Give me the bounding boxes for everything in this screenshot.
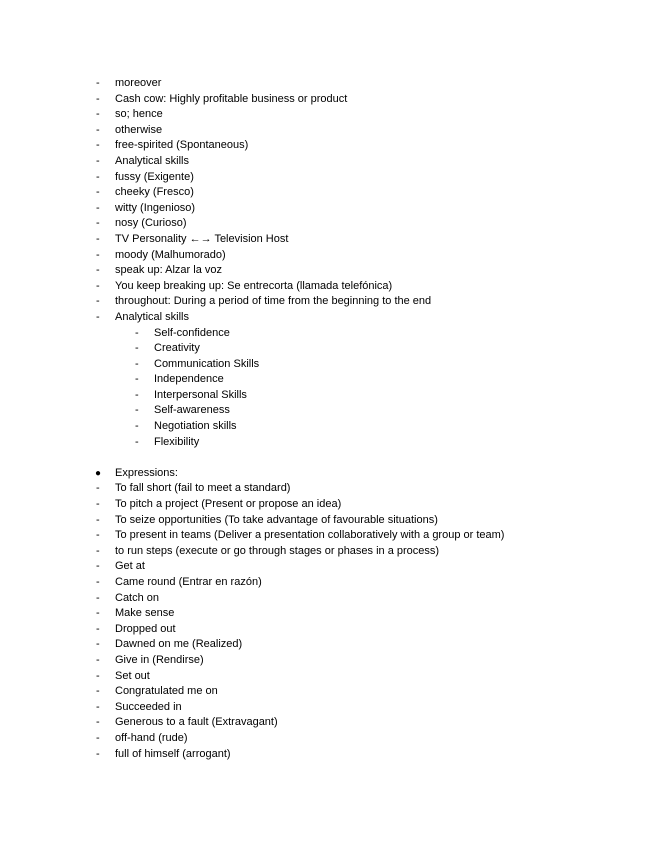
dash-marker: - bbox=[96, 576, 100, 588]
sub-list-item-text: Self-confidence bbox=[154, 326, 230, 339]
sub-list-item bbox=[94, 326, 614, 342]
dash-marker: - bbox=[96, 482, 100, 495]
list-item-text: To pitch a project (Present or propose an idea) bbox=[115, 498, 342, 511]
list-item-text: full of himself (arrogant) bbox=[115, 747, 231, 760]
sub-list-item-text: Independence bbox=[154, 373, 224, 386]
list-item bbox=[94, 216, 614, 232]
dash-marker: - bbox=[96, 310, 100, 323]
list-item bbox=[94, 528, 614, 544]
dash-marker: - bbox=[96, 653, 100, 666]
notes-list bbox=[94, 76, 614, 762]
list-item bbox=[94, 76, 614, 92]
list-item bbox=[94, 185, 614, 201]
list-item-text: TV Personality ←→ Television Host bbox=[115, 232, 289, 245]
list-item bbox=[94, 715, 614, 731]
list-item bbox=[94, 248, 614, 264]
list-item-text: You keep breaking up: Se entrecorta (llamada telefónica) bbox=[115, 279, 393, 292]
list-item bbox=[94, 591, 614, 607]
dash-marker: - bbox=[96, 217, 100, 230]
list-item bbox=[94, 544, 614, 560]
sub-list-item bbox=[94, 403, 614, 419]
list-item bbox=[94, 606, 614, 622]
list-item bbox=[94, 513, 614, 529]
list-item bbox=[94, 279, 614, 295]
list-item-text: Dropped out bbox=[115, 622, 176, 635]
list-item-text: To fall short (fail to meet a standard) bbox=[115, 482, 291, 495]
dash-marker: - bbox=[96, 139, 100, 152]
list-item-text: to run steps (execute or go through stages or phases in a process) bbox=[115, 544, 440, 557]
dash-marker: - bbox=[96, 513, 100, 526]
dash-marker: - bbox=[96, 607, 100, 620]
dash-marker: - bbox=[96, 108, 100, 121]
sub-list-item-text: Interpersonal Skills bbox=[154, 388, 247, 401]
list-item-text: Succeeded in bbox=[115, 700, 182, 713]
list-item-text: otherwise bbox=[115, 123, 163, 136]
list-item-text: moreover bbox=[115, 77, 162, 89]
sub-list-item bbox=[94, 435, 614, 451]
list-item bbox=[94, 669, 614, 685]
list-item bbox=[94, 622, 614, 638]
dash-marker: - bbox=[96, 77, 100, 89]
sub-list-item-text: Flexibility bbox=[154, 435, 200, 448]
dash-marker: - bbox=[96, 92, 100, 105]
list-item bbox=[94, 731, 614, 747]
list-item-text: Analytical skills bbox=[115, 154, 189, 167]
dash-marker: - bbox=[96, 186, 100, 199]
dash-marker: - bbox=[135, 357, 139, 370]
list-item-text: throughout: During a period of time from the beginning to the end bbox=[115, 295, 432, 308]
list-item bbox=[94, 481, 614, 497]
list-item bbox=[94, 138, 614, 154]
list-item-text: fussy (Exigente) bbox=[115, 170, 194, 183]
dash-marker: - bbox=[96, 123, 100, 136]
dash-marker: - bbox=[96, 529, 100, 542]
dash-marker: - bbox=[96, 498, 100, 511]
dash-marker: - bbox=[96, 232, 100, 245]
dash-marker: - bbox=[96, 700, 100, 713]
list-item-text: Congratulated me on bbox=[115, 685, 218, 698]
dash-marker: - bbox=[96, 638, 100, 651]
dash-marker: - bbox=[96, 248, 100, 261]
dash-marker: - bbox=[96, 716, 100, 729]
list-item-text: Set out bbox=[115, 669, 150, 682]
list-item bbox=[94, 263, 614, 279]
list-item bbox=[94, 497, 614, 513]
expressions-heading bbox=[94, 466, 614, 482]
dash-marker: - bbox=[135, 420, 139, 433]
sub-list-item-text: Communication Skills bbox=[154, 357, 260, 370]
dash-marker: - bbox=[135, 342, 139, 355]
sub-list-item-text: Negotiation skills bbox=[154, 420, 237, 433]
dash-marker: - bbox=[135, 388, 139, 401]
list-item-text: Dawned on me (Realized) bbox=[115, 638, 243, 651]
list-item-text: Analytical skills bbox=[115, 310, 189, 323]
sub-list-item-text: Creativity bbox=[154, 342, 200, 355]
list-item-text: To seize opportunities (To take advantage of favourable situations) bbox=[115, 513, 438, 526]
dash-marker: - bbox=[96, 669, 100, 682]
list-item-text: free-spirited (Spontaneous) bbox=[115, 139, 249, 152]
dash-marker: - bbox=[96, 295, 100, 308]
list-item bbox=[94, 154, 614, 170]
sub-list-item bbox=[94, 341, 614, 357]
dash-marker: - bbox=[96, 544, 100, 557]
dash-marker: - bbox=[96, 264, 100, 277]
dash-marker: - bbox=[96, 279, 100, 292]
list-item-text: witty (Ingenioso) bbox=[115, 201, 196, 214]
list-item bbox=[94, 294, 614, 310]
list-item-text: cheeky (Fresco) bbox=[115, 186, 194, 199]
list-item bbox=[94, 684, 614, 700]
sub-list-item-text: Self-awareness bbox=[154, 404, 230, 417]
dash-marker: - bbox=[96, 560, 100, 573]
list-item bbox=[94, 700, 614, 716]
dash-marker: - bbox=[135, 435, 139, 448]
list-item-text: Give in (Rendirse) bbox=[115, 653, 204, 666]
list-item-text: Get at bbox=[115, 560, 145, 573]
list-item bbox=[94, 201, 614, 217]
dash-marker: - bbox=[96, 685, 100, 698]
dash-marker: - bbox=[96, 622, 100, 635]
bullet-marker: ● bbox=[95, 467, 102, 479]
list-item bbox=[94, 637, 614, 653]
sub-list-item bbox=[94, 372, 614, 388]
list-item-text: speak up: Alzar la voz bbox=[115, 264, 223, 277]
list-item bbox=[94, 92, 614, 108]
dash-marker: - bbox=[96, 154, 100, 167]
list-item bbox=[94, 123, 614, 139]
list-item-text: Generous to a fault (Extravagant) bbox=[115, 716, 278, 729]
list-item bbox=[94, 575, 614, 591]
dash-marker: - bbox=[135, 326, 139, 339]
sub-list-item bbox=[94, 419, 614, 435]
list-item-text: so; hence bbox=[115, 108, 163, 121]
list-item bbox=[94, 310, 614, 326]
dash-marker: - bbox=[135, 404, 139, 417]
list-item-text: Make sense bbox=[115, 607, 175, 620]
list-item bbox=[94, 653, 614, 669]
sub-list-item bbox=[94, 388, 614, 404]
dash-marker: - bbox=[135, 373, 139, 386]
blank-line bbox=[94, 450, 614, 466]
list-item bbox=[94, 747, 614, 763]
dash-marker: - bbox=[96, 170, 100, 183]
list-item-text: moody (Malhumorado) bbox=[115, 248, 226, 261]
list-item bbox=[94, 559, 614, 575]
list-item-text: Came round (Entrar en razón) bbox=[115, 576, 262, 588]
sub-list-item bbox=[94, 357, 614, 373]
list-item bbox=[94, 107, 614, 123]
list-item-text: To present in teams (Deliver a presentation collaboratively with a group or team) bbox=[115, 529, 505, 542]
expressions-heading-text: Expressions: bbox=[115, 466, 178, 479]
list-item-text: Catch on bbox=[115, 591, 160, 604]
list-item-text: off-hand (rude) bbox=[115, 731, 188, 744]
dash-marker: - bbox=[96, 747, 100, 760]
dash-marker: - bbox=[96, 591, 100, 604]
dash-marker: - bbox=[96, 201, 100, 214]
list-item-text: nosy (Curioso) bbox=[115, 217, 187, 230]
list-item-text: Cash cow: Highly profitable business or product bbox=[115, 92, 348, 105]
dash-marker: - bbox=[96, 731, 100, 744]
list-item bbox=[94, 170, 614, 186]
list-item bbox=[94, 232, 614, 248]
